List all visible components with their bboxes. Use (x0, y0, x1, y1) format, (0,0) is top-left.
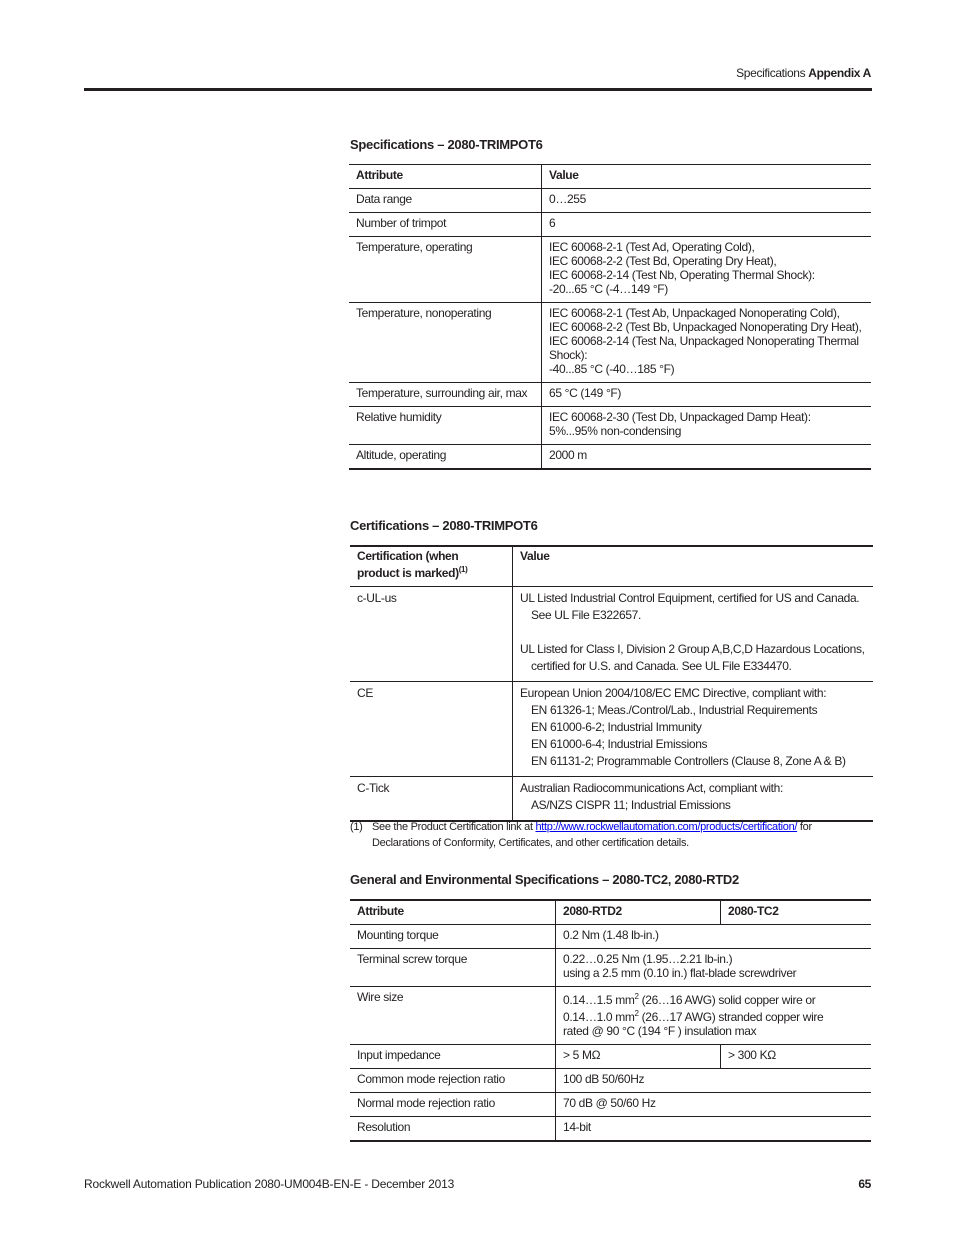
table-row (350, 949, 871, 987)
value-cell (542, 445, 872, 470)
table-header-cell: Attribute (349, 165, 542, 189)
table-row (349, 303, 871, 383)
table-row (349, 445, 871, 470)
paragraph-gap (520, 624, 866, 641)
table-row (350, 1093, 871, 1117)
value-cell (513, 777, 874, 822)
table-header-cell: Value (513, 546, 874, 587)
attribute-cell: Temperature, operating (349, 237, 542, 303)
superscript: 2 (634, 992, 639, 1001)
value-line: EN 61000-6-4; Industrial Emissions (531, 737, 708, 751)
attribute-cell: Normal mode rejection ratio (350, 1093, 556, 1117)
value-line: IEC 60068-2-2 (Test Bd, Operating Dry Heat), (549, 254, 777, 268)
table-row (349, 383, 871, 407)
footnote-text: See the Product Certification link at (372, 821, 536, 833)
value-line: IEC 60068-2-14 (Test Nb, Operating Thermal Shock): (549, 268, 815, 282)
value-line: EN 61131-2; Programmable Controllers (Clause 8, Zone A & B) (531, 754, 846, 768)
value-line: 100 dB 50/60Hz (563, 1072, 645, 1086)
value-cell (556, 1093, 872, 1117)
value-line: IEC 60068-2-2 (Test Bb, Unpackaged Nonoperating Dry Heat), (549, 320, 862, 334)
table-row (350, 777, 873, 822)
attribute-cell: Wire size (350, 987, 556, 1045)
publication-footer: Rockwell Automation Publication 2080-UM004B-EN-E - December 2013 (84, 1177, 455, 1191)
superscript: 2 (634, 1009, 639, 1018)
value-line: 0…255 (549, 192, 586, 206)
value-line: EN 61326-1; Meas./Control/Lab., Industrial Requirements (531, 703, 818, 717)
table-row (350, 1069, 871, 1093)
table-header-cell (350, 546, 513, 587)
value-line: IEC 60068-2-30 (Test Db, Unpackaged Damp Heat): (549, 410, 811, 424)
header-rule (84, 88, 872, 91)
value-cell (556, 1069, 872, 1093)
value-cell (556, 987, 872, 1045)
value-line: See UL File E322657. (531, 608, 641, 622)
page-number: 65 (858, 1177, 871, 1191)
table-header-cell: Value (542, 165, 872, 189)
table-row (349, 407, 871, 445)
certification-cell: c-UL-us (350, 587, 513, 682)
attribute-cell: Terminal screw torque (350, 949, 556, 987)
trimpot-spec-table (349, 164, 871, 470)
table-header-cell: 2080-TC2 (721, 900, 872, 925)
value-line: 65 °C (149 °F) (549, 386, 622, 400)
value-text: (26…17 AWG) stranded copper wire (638, 1010, 824, 1024)
running-head (736, 66, 871, 80)
table-row (349, 189, 871, 213)
value-cell (556, 949, 872, 987)
value-line: AS/NZS CISPR 11; Industrial Emissions (531, 798, 731, 812)
value-line: using a 2.5 mm (0.10 in.) flat-blade screwdriver (563, 966, 797, 980)
table-header-row (350, 546, 873, 587)
value-line: 70 dB @ 50/60 Hz (563, 1096, 656, 1110)
value-text: 0.14…1.5 mm (563, 993, 635, 1007)
value-cell (542, 383, 872, 407)
table-header-cell: Attribute (350, 900, 556, 925)
value-cell (556, 1117, 872, 1142)
certification-cell: C-Tick (350, 777, 513, 822)
attribute-cell: Common mode rejection ratio (350, 1069, 556, 1093)
value-text: 0.14…1.0 mm (563, 1010, 635, 1024)
value-cell (513, 587, 874, 682)
footnote-number: (1) (350, 821, 363, 833)
value-text: (26…16 AWG) solid copper wire or (638, 993, 816, 1007)
table2-title: Certifications – 2080-TRIMPOT6 (350, 518, 538, 533)
value-line: EN 61000-6-2; Industrial Immunity (531, 720, 702, 734)
certification-link[interactable]: http://www.rockwellautomation.com/products/certification/ (535, 821, 798, 833)
value-cell (513, 682, 874, 777)
running-head-section: Specifications (736, 66, 806, 80)
value-cell (542, 237, 872, 303)
footnote-ref: (1) (458, 565, 468, 574)
value-line: IEC 60068-2-1 (Test Ad, Operating Cold), (549, 240, 755, 254)
value-line: 0.22…0.25 Nm (1.95…2.21 lb-in.) (563, 952, 733, 966)
value-cell (542, 407, 872, 445)
value-line (563, 1007, 864, 1024)
table-row (350, 1117, 871, 1142)
value-line: 0.2 Nm (1.48 lb-in.) (563, 928, 659, 942)
value-line: Australian Radiocommunications Act, compliant with: (520, 781, 783, 795)
attribute-cell: Input impedance (350, 1045, 556, 1069)
cert-header-line1: Certification (when (357, 549, 459, 563)
attribute-cell: Temperature, surrounding air, max (349, 383, 542, 407)
table-header-row (350, 900, 871, 925)
value-line: UL Listed for Class I, Division 2 Group A,B,C,D Hazardous Locations, (520, 642, 865, 656)
value-line (563, 990, 864, 1007)
value-cell (542, 303, 872, 383)
attribute-cell: Resolution (350, 1117, 556, 1142)
table-row (349, 213, 871, 237)
value-line: -20...65 °C (-4…149 °F) (549, 282, 668, 296)
value-line: -40...85 °C (-40…185 °F) (549, 362, 675, 376)
table-row (350, 987, 871, 1045)
table-row (350, 925, 871, 949)
attribute-cell: Data range (349, 189, 542, 213)
cert-header-line2: product is marked) (357, 566, 459, 580)
attribute-cell: Number of trimpot (349, 213, 542, 237)
value-cell (542, 189, 872, 213)
table-header-cell: 2080-RTD2 (556, 900, 721, 925)
attribute-cell: Altitude, operating (349, 445, 542, 470)
value-cell (542, 213, 872, 237)
attribute-cell: Relative humidity (349, 407, 542, 445)
value-line: 14-bit (563, 1120, 591, 1134)
footnote-text-end: for Declarations of Conformity, Certificates, and other certification details. (372, 821, 812, 849)
value-cell (556, 925, 872, 949)
certification-table (350, 545, 873, 822)
rtd2-value-cell: > 5 MΩ (556, 1045, 721, 1069)
table-row (350, 587, 873, 682)
value-line: rated @ 90 °C (194 °F ) insulation max (563, 1024, 757, 1038)
value-line: IEC 60068-2-14 (Test Na, Unpackaged Nonoperating Thermal (549, 334, 859, 348)
attribute-cell: Temperature, nonoperating (349, 303, 542, 383)
table3-title: General and Environmental Specifications – 2080-TC2, 2080-RTD2 (350, 872, 739, 887)
attribute-cell: Mounting torque (350, 925, 556, 949)
running-head-appendix: Appendix A (808, 66, 871, 80)
table-row (349, 237, 871, 303)
value-line: 5%...95% non-condensing (549, 424, 682, 438)
table-row (350, 1045, 871, 1069)
value-line: European Union 2004/108/EC EMC Directive, compliant with: (520, 686, 827, 700)
table-header-row (349, 165, 871, 189)
tc2-value-cell: > 300 KΩ (721, 1045, 872, 1069)
table-row (350, 682, 873, 777)
value-line: certified for U.S. and Canada. See UL File E334470. (531, 659, 792, 673)
value-line: 6 (549, 216, 556, 230)
value-line: Shock): (549, 348, 588, 362)
table1-title: Specifications – 2080-TRIMPOT6 (350, 137, 543, 152)
value-line: 2000 m (549, 448, 587, 462)
value-line: IEC 60068-2-1 (Test Ab, Unpackaged Nonoperating Cold), (549, 306, 840, 320)
footnote (350, 819, 850, 851)
tc2-rtd2-spec-table (350, 899, 871, 1142)
certification-cell: CE (350, 682, 513, 777)
value-line: UL Listed Industrial Control Equipment, certified for US and Canada. (520, 591, 860, 605)
